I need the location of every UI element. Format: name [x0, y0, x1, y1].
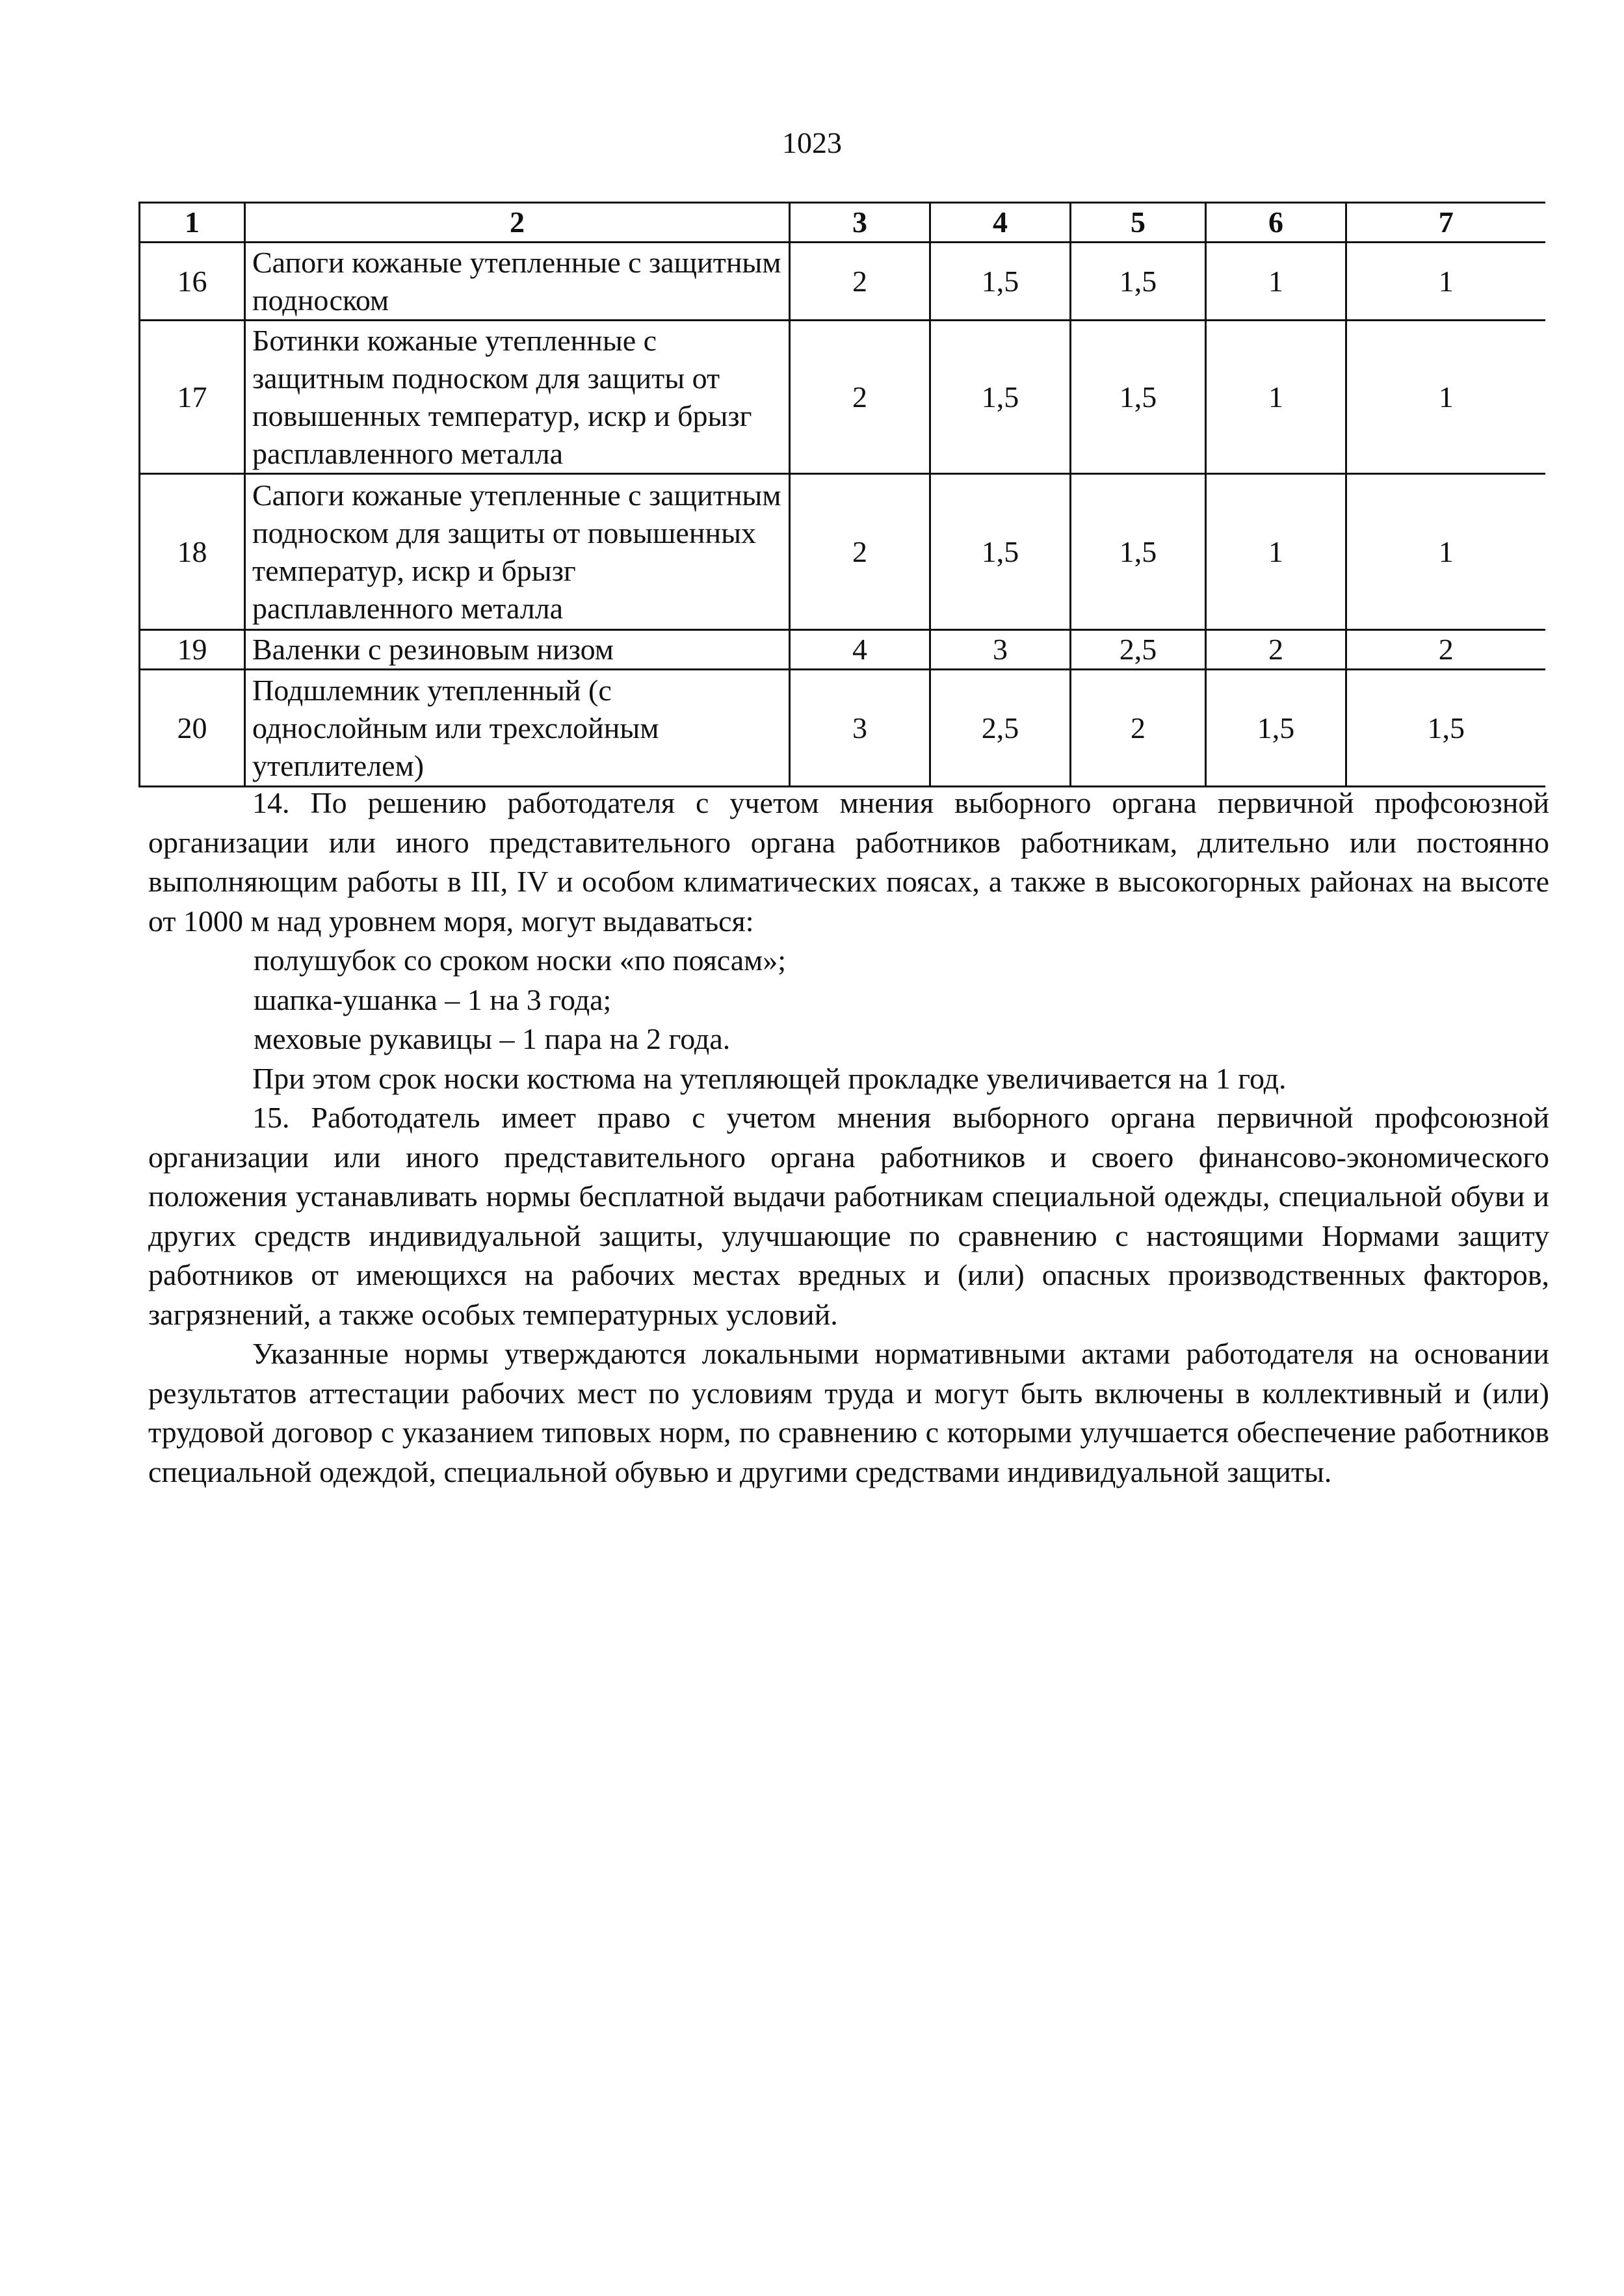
header-cell: 1	[140, 203, 245, 243]
table-cell: 2	[1346, 630, 1545, 670]
header-cell: 5	[1071, 203, 1206, 243]
table-cell: 3	[790, 670, 930, 787]
header-cell: 4	[930, 203, 1071, 243]
table-row	[140, 243, 1545, 321]
header-cell: 6	[1206, 203, 1346, 243]
table-cell: 1	[1206, 321, 1346, 474]
table-cell: 1,5	[930, 474, 1071, 630]
table-cell: 2	[790, 474, 930, 630]
table-cell: 1	[1346, 321, 1545, 474]
item-name: Сапоги кожаные утепленные с защитным подноском для защиты от повышенных температур, искр и брызг расплавленного металла	[245, 474, 790, 630]
table-header-row	[140, 203, 1545, 243]
list-item: шапка-ушанка – 1 на 3 года;	[254, 983, 612, 1016]
table-cell: 1	[1346, 474, 1545, 630]
item-name: Сапоги кожаные утепленные с защитным подноском	[245, 243, 790, 321]
header-cell: 7	[1346, 203, 1545, 243]
norms-table	[138, 202, 1545, 787]
row-number: 20	[140, 670, 245, 787]
paragraph-14: 14. По решению работодателя с учетом мнения выборного органа первичной профсоюзной организации или иного представительного органа работников работникам, длительно или постоянно выполняющим работы в III, IV и особом климатических поясах, а также в высокогорных районах на высоте от 1000 м над уровнем моря, могут выдаваться:	[148, 786, 1549, 938]
table-cell: 1,5	[1071, 321, 1206, 474]
list-item: меховые рукавицы – 1 пара на 2 года.	[254, 1022, 731, 1055]
table-cell: 4	[790, 630, 930, 670]
header-cell: 3	[790, 203, 930, 243]
row-number: 17	[140, 321, 245, 474]
table-cell: 2	[790, 243, 930, 321]
table-row	[140, 670, 1545, 787]
page-number: 1023	[782, 126, 842, 159]
table-cell: 1	[1206, 474, 1346, 630]
table-cell: 2,5	[1071, 630, 1206, 670]
table-cell: 2	[1206, 630, 1346, 670]
item-name: Ботинки кожаные утепленные с защитным подноском для защиты от повышенных температур, искр и брызг расплавленного металла	[245, 321, 790, 474]
table-row	[140, 630, 1545, 670]
paragraph-15-note: Указанные нормы утверждаются локальными нормативными актами работодателя на основании результатов аттестации рабочих мест по условиям труда и могут быть включены в коллективный и (или) трудовой договор с указанием типовых норм, по сравнению с которыми улучшается обеспечение работников специальной одеждой, специальной обувью и другими средствами индивидуальной защиты.	[148, 1337, 1549, 1488]
table-cell: 1,5	[930, 321, 1071, 474]
table-cell: 1,5	[1071, 243, 1206, 321]
table-cell: 1,5	[930, 243, 1071, 321]
item-name: Валенки с резиновым низом	[245, 630, 790, 670]
table-cell: 1,5	[1346, 670, 1545, 787]
paragraph-14-note: При этом срок носки костюма на утепляющей прокладке увеличивается на 1 год.	[252, 1061, 1287, 1095]
row-number: 16	[140, 243, 245, 321]
table-cell: 1	[1346, 243, 1545, 321]
paragraph-15: 15. Работодатель имеет право с учетом мнения выборного органа первичной профсоюзной организации или иного представительного органа работников и своего финансово-экономического положения устанавливать нормы бесплатной выдачи работникам специальной одежды, специальной обуви и других средств индивидуальной защиты, улучшающие по сравнению с настоящими Нормами защиту работников от имеющихся на рабочих местах вредных и (или) опасных производственных факторов, загрязнений, а также особых температурных условий.	[148, 1101, 1549, 1331]
list-item: полушубок со сроком носки «по поясам»;	[254, 943, 787, 977]
table-cell: 2,5	[930, 670, 1071, 787]
table-cell: 1,5	[1206, 670, 1346, 787]
table-cell: 2	[1071, 670, 1206, 787]
table-cell: 1	[1206, 243, 1346, 321]
row-number: 19	[140, 630, 245, 670]
table-row	[140, 474, 1545, 630]
table-cell: 1,5	[1071, 474, 1206, 630]
row-number: 18	[140, 474, 245, 630]
body-text	[148, 784, 1549, 1492]
table-cell: 2	[790, 321, 930, 474]
item-name: Подшлемник утепленный (с однослойным или трехслойным утеплителем)	[245, 670, 790, 787]
header-cell: 2	[245, 203, 790, 243]
table-row	[140, 321, 1545, 474]
table-cell: 3	[930, 630, 1071, 670]
